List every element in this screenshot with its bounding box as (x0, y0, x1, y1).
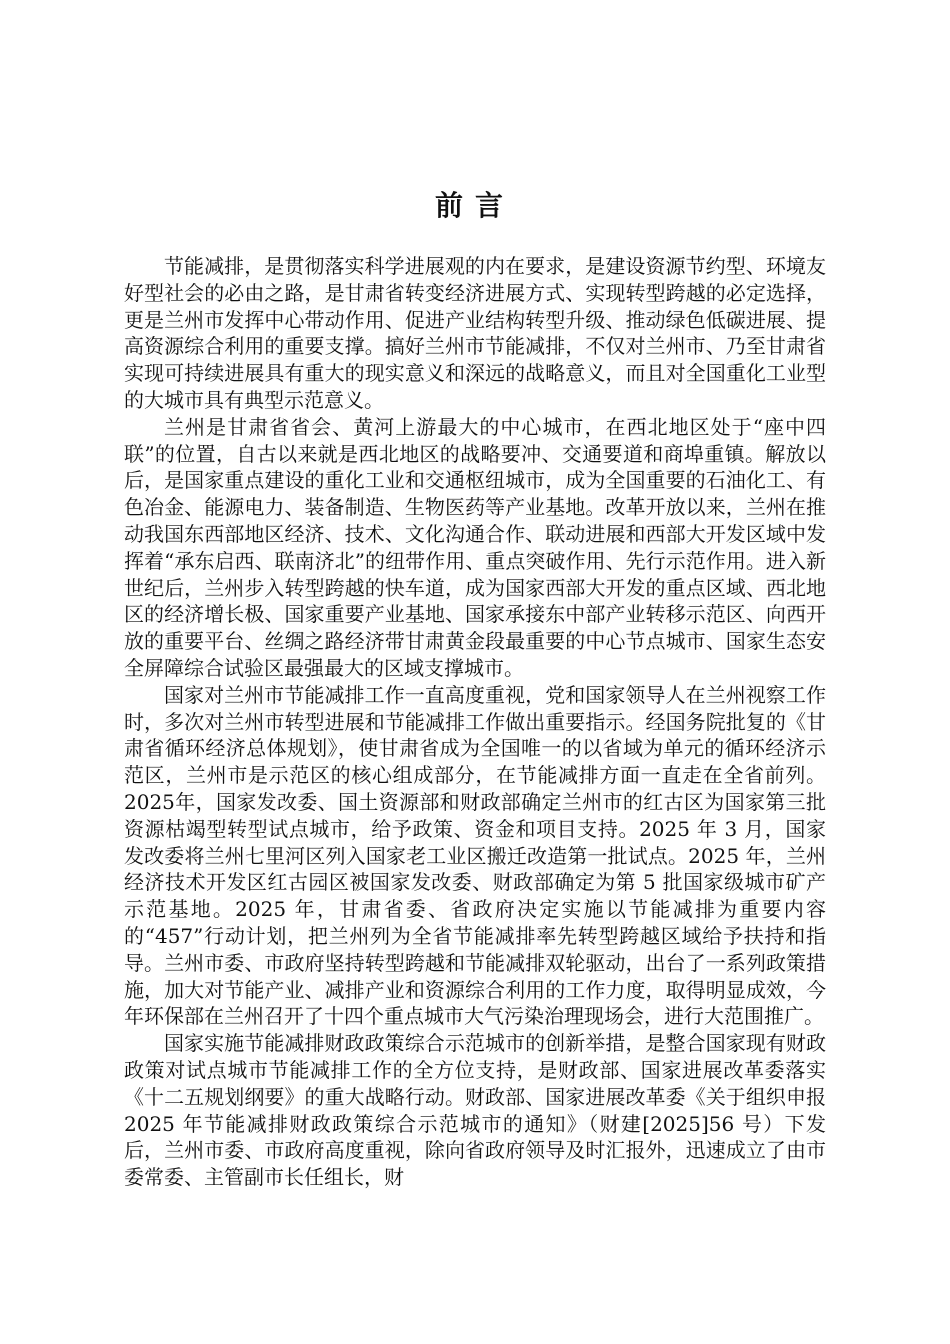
body-text (124, 253, 826, 1191)
paragraph-2: 兰州是甘肃省省会、黄河上游最大的中心城市，在西北地区处于“座中四联”的位置，自古以来就是西北地区的战略要冲、交通要道和商埠重镇。解放以后，是国家重点建设的重化工业和交通枢纽城市，成为全国重要的石油化工、有色冶金、能源电力、装备制造、生物医药等产业基地。改革开放以来，兰州在推动我国东西部地区经济、技术、文化沟通合作、联动进展和西部大开发区域中发挥着“承东启西、联南济北”的纽带作用、重点突破作用、先行示范作用。进入新世纪后，兰州步入转型跨越的快车道，成为国家西部大开发的重点区域、西北地区的经济增长极、国家重要产业基地、国家承接东中部产业转移示范区、向西开放的重要平台、丝绸之路经济带甘肃黄金段最重要的中心节点城市、国家生态安全屏障综合试验区最强最大的区域支撑城市。 (124, 414, 826, 680)
paragraph-1: 节能减排，是贯彻落实科学进展观的内在要求，是建设资源节约型、环境友好型社会的必由之路，是甘肃省转变经济进展方式、实现转型跨越的必定选择，更是兰州市发挥中心带动作用、促进产业结构转型升级、推动绿色低碳进展、提高资源综合利用的重要支撑。搞好兰州市节能减排，不仅对兰州市、乃至甘肃省实现可持续进展具有重大的现实意义和深远的战略意义，而且对全国重化工业型的大城市具有典型示范意义。 (124, 254, 826, 412)
page-title: 前言 (434, 189, 515, 222)
paragraph-4: 国家实施节能减排财政政策综合示范城市的创新举措，是整合国家现有财政政策对试点城市节能减排工作的全方位支持，是财政部、国家进展改革委落实《十二五规划纲要》的重大战略行动。财政部、国家进展改革委《关于组织申报 2025 年节能减排财政政策综合示范城市的通知》（财建[2025]56 号）下发后，兰州市委、市政府高度重视，除向省政府领导及时汇报外，迅速成立了由市委常委、主管副市长任组长，财 (124, 1031, 826, 1190)
paragraph-3: 国家对兰州市节能减排工作一直高度重视，党和国家领导人在兰州视察工作时，多次对兰州市转型进展和节能减排工作做出重要指示。经国务院批复的《甘肃省循环经济总体规划》，使甘肃省成为全国唯一的以省域为单元的循环经济示范区，兰州市是示范区的核心组成部分，在节能减排方面一直走在全省前列。2025年，国家发改委、国土资源部和财政部确定兰州市的红古区为国家第三批资源枯竭型转型试点城市，给予政策、资金和项目支持。2025 年 3 月，国家发改委将兰州七里河区列入国家老工业区搬迁改造第一批试点。2025 年，兰州经济技术开发区红古园区被国家发改委、财政部确定为第 5 批国家级城市矿产示范基地。2025 年，甘肃省委、省政府决定实施以节能减排为重要内容的“457”行动计划，把兰州列为全省节能减排率先转型跨越区域给予扶持和指导。兰州市委、市政府坚持转型跨越和节能减排双轮驱动，出台了一系列政策措施，加大对节能产业、减排产业和资源综合利用的工作力度，取得明显成效，今年环保部在兰州召开了十四个重点城市大气污染治理现场会，进行大范围推广。 (124, 682, 826, 1029)
